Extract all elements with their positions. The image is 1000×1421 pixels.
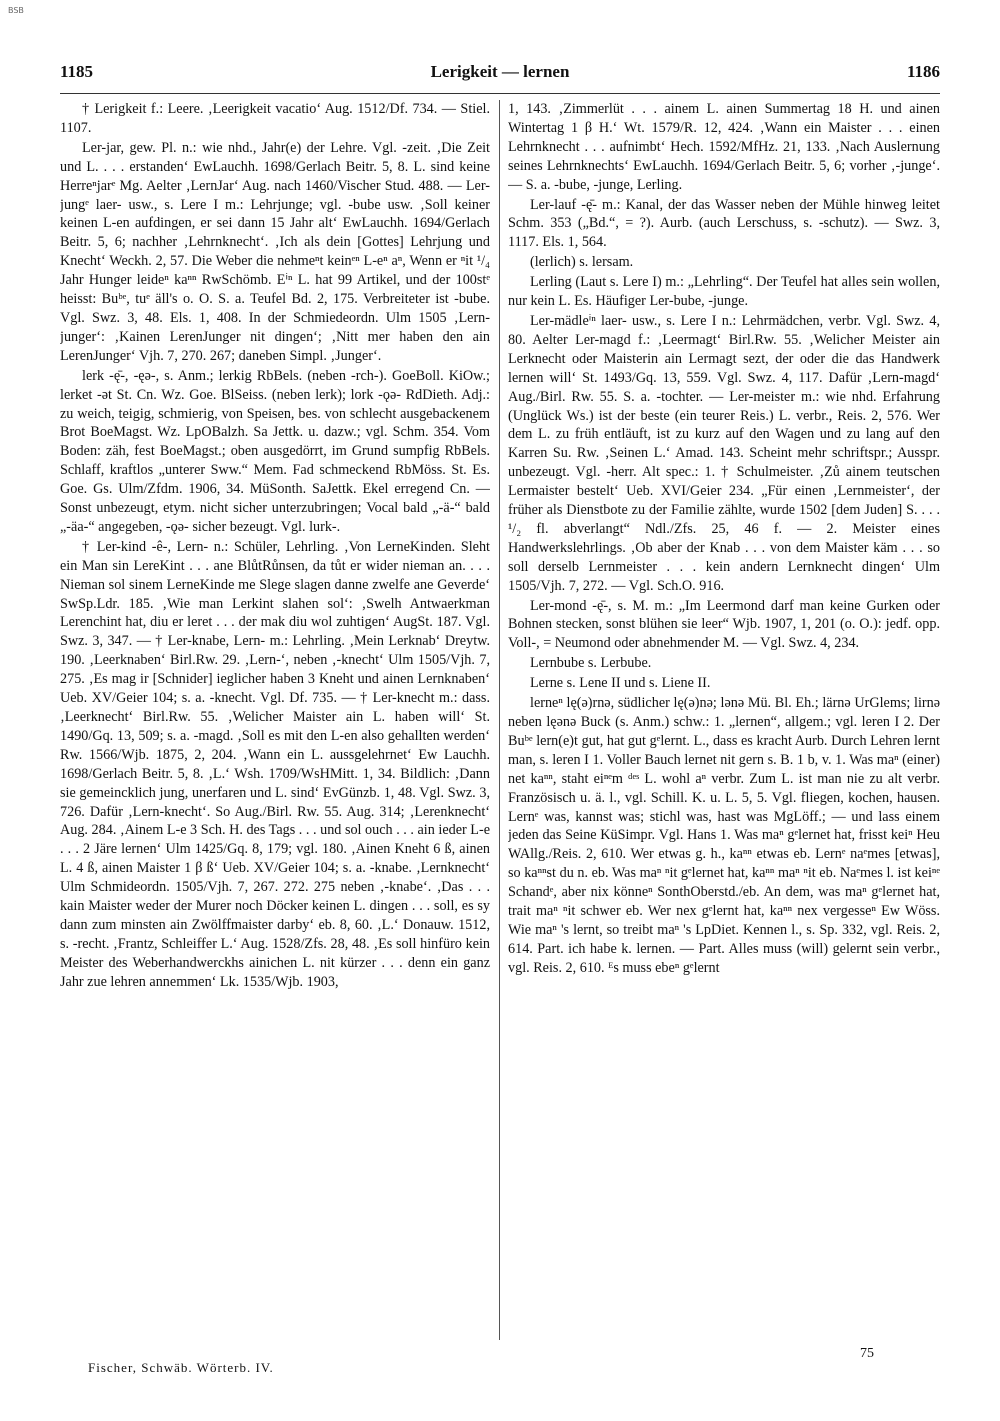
entry-ler-kind: † Ler-kind -ê-, Lern- n.: Schüler, Lehrling. ‚Von LerneKinden. Sleht ein Man sin LereKint . . . ane BlůtRůnsen, da tůt er wider nieman an. . . . Nieman sol sinem LerneKinde me Slege slagen danne zwelfe ane Geverde‘ SwSp.Ldr. 185. ‚Wie man Lerkint slahen sol‘: ‚Swelh Antwaerkman Lerenchint hat, diu er leret . . . der mak diu wol zuhtigen‘ AugSt. 187. Vgl. Swz. 3, 347. — † Ler-knabe, Lern- m.: Lehrling. ‚Mein Lerknab‘ Dreytw. 190. ‚Leerknaben‘ Birl.Rw. 29. ‚Lern-‘, neben ‚-knecht‘ Ulm 1505/Vjh. 7, 275. ‚Es mag ir [Schnider] ieglicher haben 3 Kneht und ainen Lernknaben‘ Ueb. XV/Geier 104; s. a. -knecht. Vgl. Df. 735. — † Ler-knecht m.: dass. ‚Leerknecht‘ Birl.Rw. 55. ‚Welicher Maister ain L. haben will‘ St. 1490/Gq. 13, 509; s. a. -magd. ‚Soll es mit den L-en also gehallten werden‘ Rw. 1566/Wjb. 1875, 2, 204. ‚Wann ein L. aussgelehrnet‘ Ew Lauchh. 1698/Gerlach Beitr. 5, 8. ‚L.‘ Wsh. 1709/WsHMitt. 1, 34. Bildlich: ‚Dann sie gemeincklich jung, unerfaren und L. sind‘ EvGünzb. 1, 48. Vgl. Swz. 3, 726. Dafür ‚Lern-knecht‘. So Aug./Birl. Rw. 55. Aug. 314; ‚Lerenknecht‘ Aug. 284. ‚Ainem L-e 3 Sch. H. des Tags . . . und sol ouch . . . ain ieder L-e . . . 2 Järe lernen‘ Ulm 1425/Gq. 8, 179; vgl. 180. ‚Ainen Kneht 6 ß, ainen L. 4 ß, ainen Maister 1 β ß‘ Ueb. XV/Geier 104; s. a. -knabe. ‚Lernknecht‘ Ulm Schmideordn. 1505/Vjh. 7, 267. 272. 275 neben ‚-knabe‘. ‚Das . . . kain Maister weder der Murer noch Döcker keinen L. dingen . . . soll, es sy dann zum minsten ain Zwölffmaister darby‘ eb. 8, 60. ‚L.‘ Donauw. 1512, s. -recht. ‚Frantz, Schleiffer L.‘ Aug. 1528/Zfs. 28, 48. ‚Es soll hinfüro kein Meister des Weberhandwerckhs ainichen L. nit kürzer . . . denn ein ganz Jahr zue lehren annemmen‘ Lk. 1535/Wjb. 1903,	[60, 538, 490, 990]
entry-ler-jar: Ler-jar, gew. Pl. n.: wie nhd., Jahr(e) der Lehre. Vgl. -zeit. ‚Die Zeit und L. . . . erstanden‘ EwLauchh. 1698/Gerlach Beitr. 5, 8. L. sind keine Herreⁿjarᵉ Mg. Aelter ‚LernJar‘ Aug. nach 1460/Vischer Stud. 488. — Ler-jungᵉ laer- usw., s. Lere I m.: Lehrjunge; vgl. -bube usw. ‚Soll keiner keinen L-en aufdingen, er sei dann 15 Jahr alt‘ EwLauchh. 1694/Gerlach Beitr. 5, 6; nachher ‚Lehrnknecht‘. ‚Ich als dein [Gottes] Lehrjung und Knecht‘ Weckh. 2, 57. Die Weber die nehmeⁿt keinᵉⁿ L-eⁿ aⁿ, Wenn er ⁿit ¹/₄ Jahr Hunger leideⁿ kaⁿⁿ RwSchömb. Eⁱⁿ L. hat 99 Artikel, und der 100stᵉ heisst: Buᵇᵉ, tuᵉ äll's o. O. S. a. Teufel Bd. 2, 175. Verbreiteter ist -bube. Vgl. Swz. 3, 48. Els. 1, 408. In der Schmiedeordn. Ulm 1505 ‚Lern-junger‘: ‚Kainen LerenJunger nit dingen‘; ‚Nitt mer haben den ain LerenJunger‘ Vjh. 7, 270. 267; daneben Simpl. ‚Junger‘.	[60, 139, 490, 364]
entry-ler-kind-continued: 1, 143. ‚Zimmerlüt . . . ainem L. ainen Summertag 18 H. und ainen Wintertag 1 β H.‘ Wt. 1579/R. 12, 424. ‚Wann ein Maister . . . einen Lehrnknecht . . . aufnimbt‘ Hech. 1592/MfHz. 21, 133. ‚Nach Auslernung seines Lehrnknechts‘ EwLauchh. 1694/Gerlach Beitr. 5, 6; vorher ‚-junge‘. — S. a. -bube, -junge, Lerling.	[508, 101, 940, 193]
page-header	[60, 62, 940, 88]
entry-lerling: Lerling (Laut s. Lere I) m.: „Lehrling“. Der Teufel hat alles sein wollen, nur kein L. Es. Häufiger Ler-bube, -junge.	[508, 274, 940, 310]
right-column	[508, 100, 940, 1340]
page-title: Lerigkeit — lernen	[430, 62, 570, 81]
library-stamp: BSB	[8, 6, 24, 15]
entry-lernbube: Lernbube s. Lerbube.	[530, 655, 652, 672]
entry-ler-lauf: Ler-lauf -ę̄- m.: Kanal, der das Wasser neben der Mühle hinweg leitet Schm. 353 („Bd.“, = ?). Aurb. (auch Lerschuss, s. -schutz). — Swz. 3, 1117. Els. 1, 564.	[508, 196, 940, 251]
left-column	[60, 100, 490, 1340]
column-divider	[499, 100, 500, 1340]
entry-lernen: lerneⁿ lę(ə)rnə, südlicher lę(ə)nə; lənə Mü. Bl. Eh.; lärnə UrGlems; lirnə neben lęənə Buck (s. Anm.) schw.: 1. „lernen“, allgem.; vgl. leren I 2. Der Buᵇᵉ lern(e)t gut, hat gut gᵉlernt. L., dass es kracht Aurb. Durch Lehren lernt man, s. leren I 1. Voller Bauch lernet nit gern s. B. 1 b, v. 1. Was maⁿ (einer) net kaⁿⁿ, staht eiⁿᵉm ᵈᵉˢ L. wohl aⁿ verbr. Zum L. ist man nie zu alt verbr. Französisch u. ä. l., vgl. Schill. K. u. L. 5, 5. Vgl. fliegen, kochen, hausen. Lernᵉ was, kannst was; stichl was, hast was MgLöff.; — und lass einem jeden das Seine KüSimpr. Vgl. Hans 1. Was maⁿ gᵉlernet hat, frisst keiⁿ Heu WAllg./Reis. 2, 610. Wer etwas g. h., kaⁿⁿ etwas eb. Lernᵉ naᵉmes [etwas], so kaⁿⁿst du n. eb. Was maⁿ ⁿit gᵉlernet hat, kaⁿⁿ maⁿ ⁿit eb. Naᵉmes l. ist keiⁿᵉ Schandᵉ, aber nix könneⁿ SonthOberstd./eb. An dem, was maⁿ gᵉlernet hat, trait maⁿ ⁿit schwer eb. Wer nex gᵉlernt hat, kaⁿⁿ nex vergesseⁿ Ew Wöss. Wie maⁿ 's lernt, so treibt maⁿ 's LpDiet. Kennen l., s. Sp. 332, vgl. Reis. 2, 614. Part. ich habe k. lernen. — Part. Alles muss (will) gelernt sein verbr., vgl. Reis. 2, 610. ᴱs muss ebeⁿ gᵉlernt	[508, 695, 940, 976]
page-number-left: 1185	[60, 62, 94, 81]
sheet-number: 75	[860, 1346, 874, 1361]
page-number-right: 1186	[906, 62, 940, 81]
entry-lerne: Lerne s. Lene II und s. Liene II.	[530, 675, 711, 692]
entry-ler-maedlein: Ler-mädleⁱⁿ laer- usw., s. Lere I n.: Lehrmädchen, verbr. Vgl. Swz. 4, 80. Aelter Ler-magd f.: ‚Leermagt‘ Birl.Rw. 55. ‚Welicher Meister ain Lerknecht oder Maisterin ain Lermagt sezt, der oder die das Handwerk lernen will‘ St. 1493/Gq. 13, 559. Vgl. Swz. 4, 117. Dafür ‚Lern-magd‘ Aug./Birl. Rw. 55. S. a. -tochter. — Ler-meister m.: wie nhd. Erfahrung (Unglück Ws.) ist der beste (ein teurer Reis.) L. verbr., Reis. 2, 576. Wer dem L. zu früh entläuft, ist zu kurz auf den Wagen und zu lang auf den Karren Su. Rw. ‚Seinen L.‘ Amad. 143. Scheint mehr schriftspr.; Ausspr. unbezeugt. Vgl. -herr. Alt spec.: 1. † Schulmeister. ‚Zů ainem teutschen Lermaister bestelt‘ Ueb. XVI/Geier 234. „Für einen ‚Lernmeister‘, der früher als Dienstbote zu der Familie zählte, wurde 1502 [dem Juden] S. . . . ¹/₂ fl. abverlangt“ Ndl./Zfs. 25, 46 f. — 2. Meister eines Handwerkslehrlings. ‚Ob aber der Knab . . . von dem Maister käm . . . so soll derselb Lernmeister . . . kein andern Lernknecht dingen‘ Ulm 1505/Vjh. 7, 272. — Vgl. Sch.O. 916.	[508, 312, 940, 594]
entry-lerk: lerk -ę̄-, -ęə-, s. Anm.; lerkig RbBels. (neben -rch-). GoeBoll. KiOw.; lerket -ət St. Cn. Wz. Goe. BlSeiss. (neben lerk); lork -ǫə- RdDieth. Adj.: zu weich, teigig, schmierig, von Speisen, bes. von schlecht ausgebackenem Brot BoeMagst. Wz. LpOBalzh. Sa Jettk. u. dazw.; vgl. Schm. 354. Vom Boden: zäh, fest BoeMagst.; oben ausgedörrt, im Grund sumpfig RbBels. Schlaff, kraftlos „unterer Sww.“ Mem. Fad schmeckend RbMöss. St. Es. Goe. Gs. Ulm/Zfdm. 1906, 34. MüSonth. SaJettk. Ekel erregend Cn. — Sonst unbezeugt, etym. nicht sicher unterzubringen; Vocal bald „-ä-“ bald „-äa-“ angegeben, -ǫə- sicher bezeugt. Vgl. lurk-.	[60, 367, 490, 535]
header-rule	[60, 93, 940, 94]
entry-lerigkeit: † Lerigkeit f.: Leere. ‚Leerigkeit vacatio‘ Aug. 1512/Df. 734. — Stiel. 1107.	[60, 101, 490, 136]
entry-lerlich: (lerlich) s. lersam.	[530, 254, 634, 271]
entry-ler-mond: Ler-mond -ę̄-, s. M. m.: „Im Leermond darf man keine Gurken oder Bohnen stecken, sonst blühen sie leer“ Wjb. 1907, 1, 201 (o. O.): jedf. opp. Voll-, = Neumond oder abnehmender M. — Vgl. Swz. 4, 234.	[508, 597, 940, 652]
footer-signature: Fischer, Schwäb. Wörterb. IV.	[88, 1360, 274, 1375]
